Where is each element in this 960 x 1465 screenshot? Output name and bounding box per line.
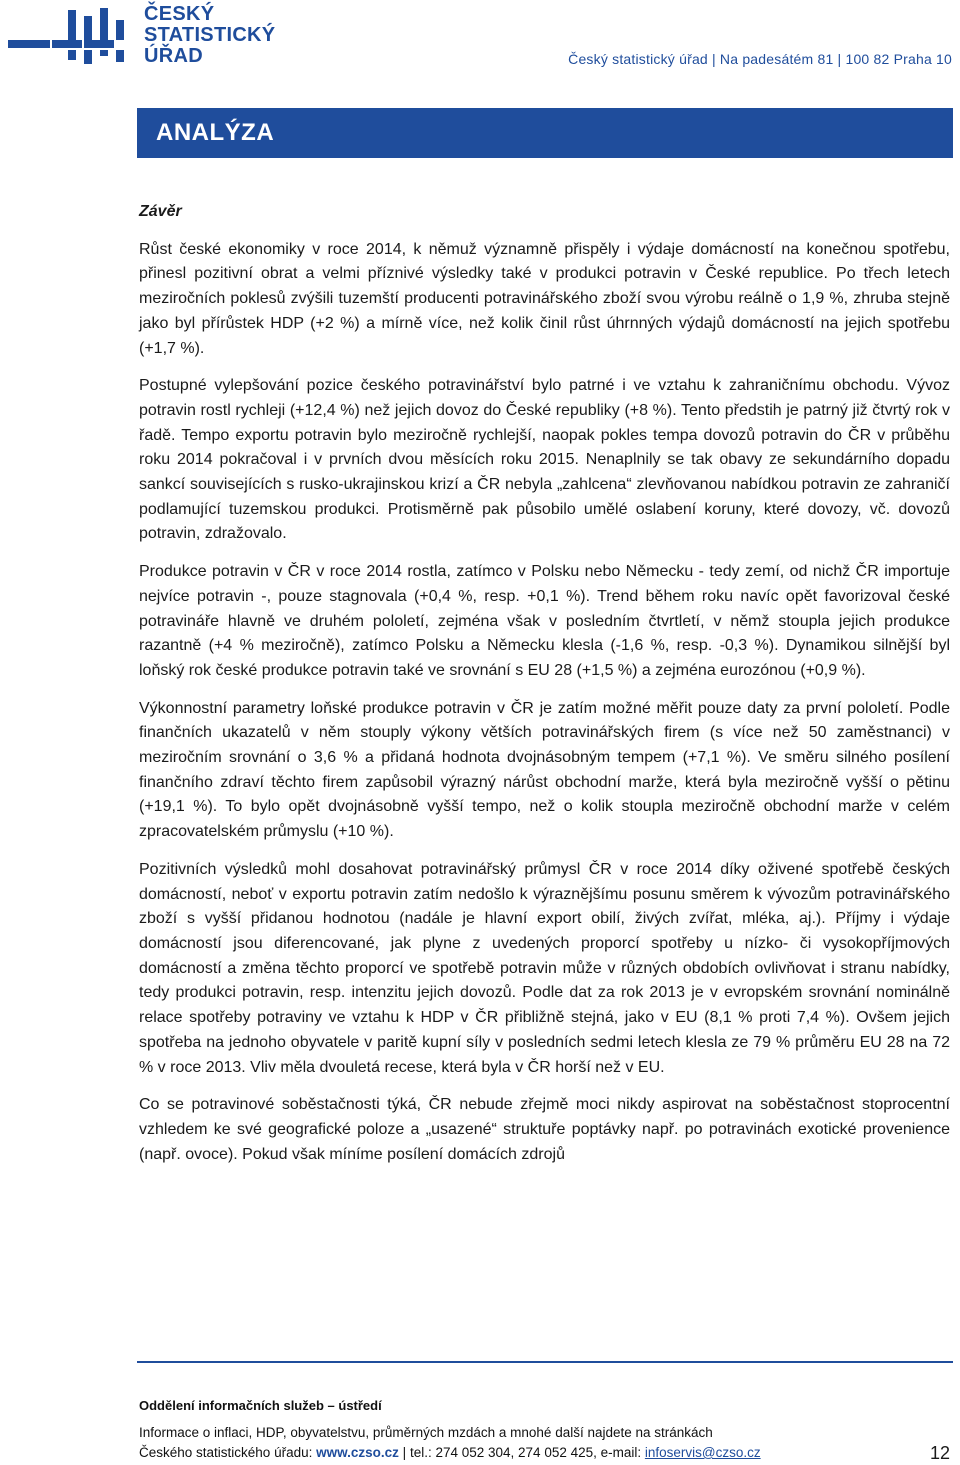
section-banner bbox=[137, 108, 953, 158]
banner-title: ANALÝZA bbox=[156, 119, 275, 146]
czso-logo-icon bbox=[8, 6, 130, 66]
header-address: Český statistický úřad | Na padesátém 81 | 100 82 Praha 10 bbox=[568, 51, 952, 67]
footer-site-prefix: Českého statistického úřadu: bbox=[139, 1445, 313, 1460]
page-header bbox=[0, 0, 960, 78]
page-number: 12 bbox=[929, 1443, 950, 1463]
article-body bbox=[139, 200, 950, 1180]
logo-wordmark bbox=[144, 4, 275, 67]
footer-divider bbox=[137, 1361, 953, 1363]
page-footer bbox=[139, 1398, 954, 1463]
footer-department: Oddělení informačních služeb – ústředí bbox=[139, 1398, 382, 1413]
footer-phone: tel.: 274 052 304, 274 052 425, e-mail: bbox=[409, 1445, 642, 1460]
logo-line-3: ÚŘAD bbox=[144, 45, 203, 67]
footer-separator: | bbox=[402, 1445, 407, 1460]
paragraph: Postupné vylepšování pozice českého potravinářství bylo patrné i ve vztahu k zahraničnímu obchodu. Vývoz potravin rostl rychleji (+12,4 %) než jejich dovoz do České republiky (+8 %). Tento předstih je patrný již čtvrtý rok v řadě. Tempo exportu potravin bylo meziročně rychlejší, naopak pokles tempa dovozů potravin do ČR v průběhu roku 2014 pokračoval i v prvních dvou měsících roku 2015. Nenaplnily se tak obavy ze sekundárního dopadu sankcí souvisejících s rusko-ukrajinskou krizí a ČR nebyla „zahlcena“ zlevňovanou nabídkou potravin ze zahraničí podlamující tuzemskou produkci. Protisměrně pak působilo umělé oslabení koruny, které dovozy, vč. dovozů potravin, zdražovalo. bbox=[139, 377, 950, 543]
czso-logo[interactable] bbox=[8, 4, 278, 68]
paragraph: Pozitivních výsledků mohl dosahovat potravinářský průmysl ČR v roce 2014 díky oživené spotřebě českých domácností, neboť v exportu potravin zatím nedošlo k výraznějšímu posunu směrem k vývozům potravinářského zboží s vyšší přidanou hodnotou (nadále je hlavní export obilí, živých zvířat, mléka, aj.). Příjmy i výdaje domácností jsou diferencované, jak plyne z uvedených proporcí spotřeby u nízko- či vysokopříjmových domácností a změna těchto proporcí ve spotřebě potravin může v různých obdobích ovlivňovat i stranu nabídky, tedy produkci potravin, resp. intenzitu jejich dovozů. Podle dat za rok 2013 je v evropském srovnání nominálně relace spotřeby potraviny ve vztahu k HDP v ČR přibližně stejná, jako v EU (8,1 % proti 7,4 %). Ovšem jejich spotřeba na jednoho obyvatele v paritě kupní síly v posledních sedmi letech klesla ze 79 % průměru EU 28 na 72 % v roce 2013. Vliv měla dvouletá recese, která byla v ČR horší než v EU. bbox=[139, 860, 950, 1076]
section-heading: Závěr bbox=[139, 203, 182, 220]
website-link[interactable]: www.czso.cz bbox=[316, 1445, 399, 1460]
footer-info: Informace o inflaci, HDP, obyvatelstvu, průměrných mzdách a mnohé další najdete na stránkách bbox=[139, 1425, 713, 1440]
paragraph: Co se potravinové soběstačnosti týká, ČR nebude zřejmě moci nikdy aspirovat na soběstačnost stoprocentní vzhledem ke své geografické poloze a „usazené“ struktuře poptávky např. po potravinách exotické provenience (např. ovoce). Pokud však míníme posílení domácích zdrojů bbox=[139, 1096, 950, 1163]
logo-line-2: STATISTICKÝ bbox=[144, 24, 276, 46]
paragraph: Výkonnostní parametry loňské produkce potravin v ČR je zatím možné měřit pouze daty za první pololetí. Podle finančních ukazatelů v něm stouply výkony větších potravinářských firem (s více než 50 zaměstnanci) v meziročním srovnání o 3,6 % a přidaná hodnota dvojnásobným tempem (+7,1 %). Ve směru silného posílení finančního zdraví těchto firem zapůsobil výrazný nárůst obchodní marže, která byla meziročně vyšší o pětinu (+19,1 %). To bylo opět dvojnásobně vyšší tempo, než o kolik stoupla meziročně obchodní marže v celém zpracovatelském průmyslu (+10 %). bbox=[139, 699, 950, 841]
paragraph: Růst české ekonomiky v roce 2014, k němuž významně přispěly i výdaje domácností na konečnou spotřebu, přinesl pozitivní obrat a velmi příznivé výsledky také v produkci potravin v České republice. Po třech letech meziročních poklesů zvýšili tuzemští producenti potravinářského zboží svou výrobu reálně o 1,9 %, zhruba stejně jako byl přírůstek HDP (+2 %) a mírně více, než kolik činil růst úhrnných výdajů domácností na jejich spotřebu (+1,7 %). bbox=[139, 240, 950, 357]
logo-line-1: ČESKÝ bbox=[144, 3, 215, 25]
footer-contact bbox=[139, 1443, 954, 1463]
paragraph: Produkce potravin v ČR v roce 2014 rostla, zatímco v Polsku nebo Německu - tedy zemí, od nichž ČR importuje nejvíce potravin -, pouze stagnovala (+0,4 %, resp. +0,1 %). Trend během roku navíc opět favorizoval české potravináře hlavně ve druhém pololetí, zejména však v posledním čtvrtletí, v němž stoupla jejich produkce razantně (+4 % meziročně), zatímco Polsku a Německu klesla (-1,6 %, resp. -0,3 %). Dynamikou silnější byl loňský rok české produkce potravin také ve srovnání s EU 28 (+1,5 %) a zejména eurozónou (+0,9 %). bbox=[139, 563, 950, 679]
email-link[interactable]: infoservis@czso.cz bbox=[644, 1445, 761, 1460]
